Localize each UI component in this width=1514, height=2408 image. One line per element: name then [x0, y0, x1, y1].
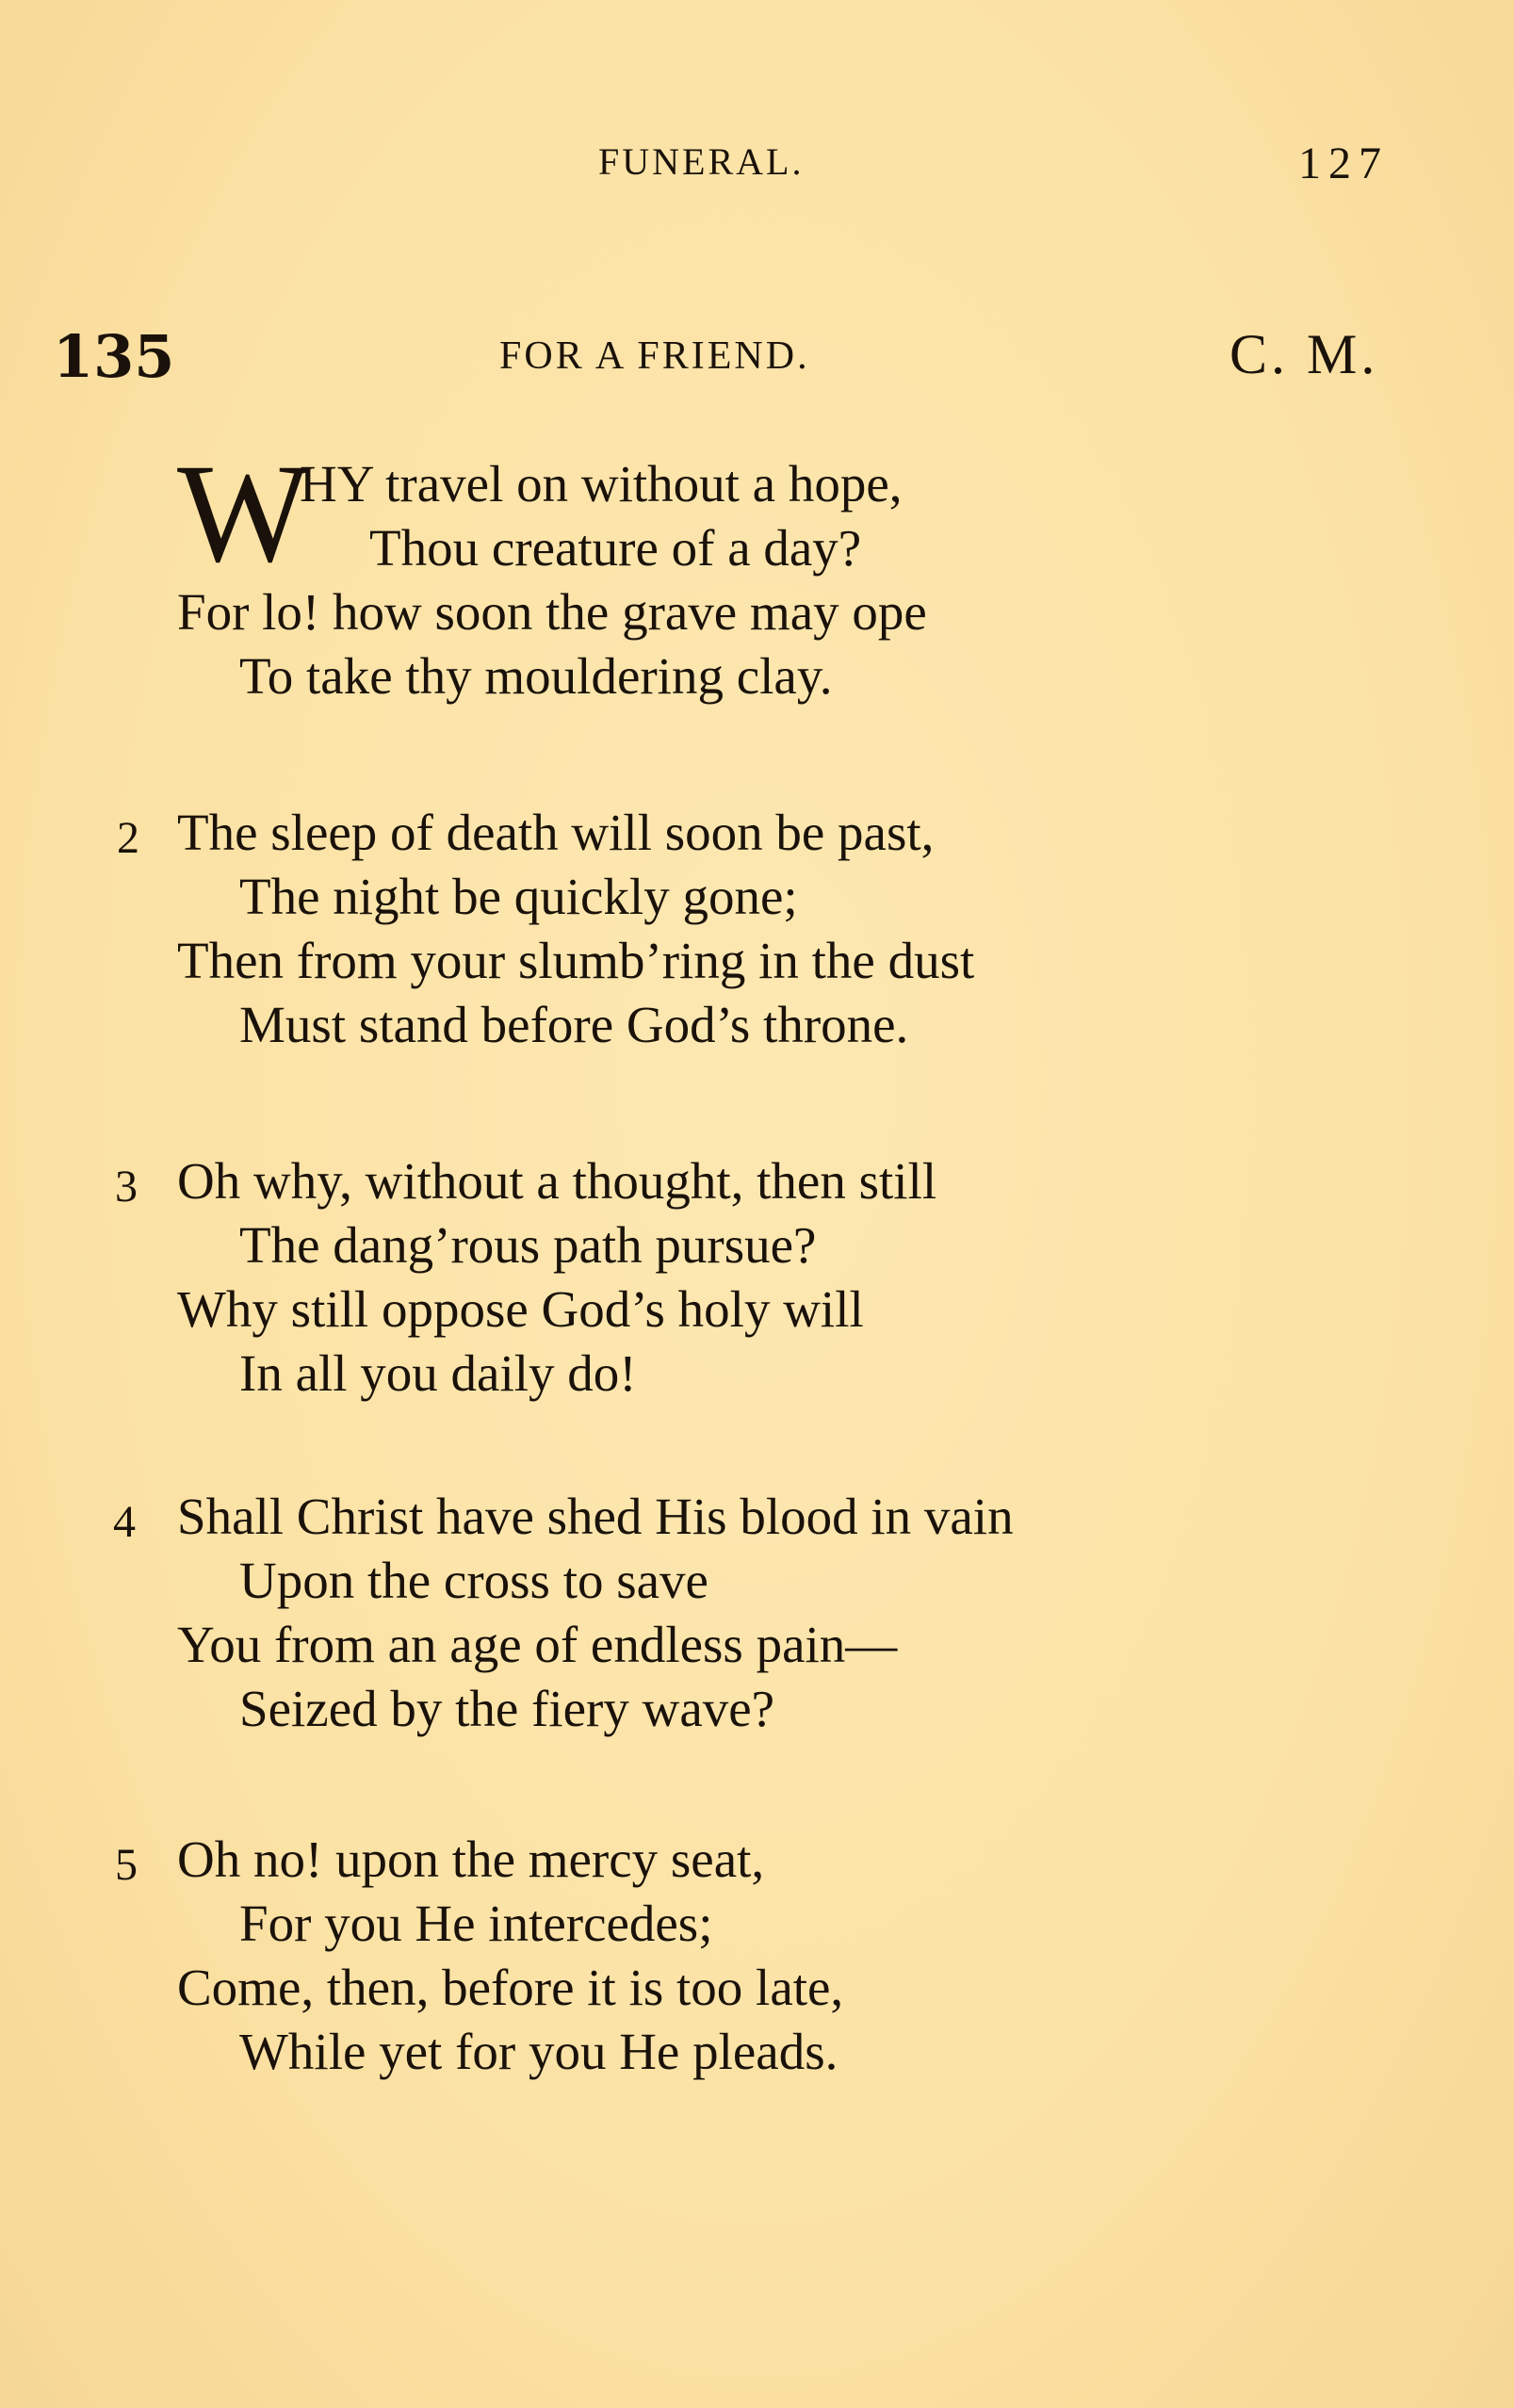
- verse-line: Shall Christ have shed His blood in vain: [177, 1488, 1014, 1545]
- verse-line: Then from your slumb’ring in the dust: [177, 932, 975, 989]
- hymn-meter: C. M.: [1229, 323, 1379, 385]
- verse-number: 5: [115, 1840, 138, 1890]
- page-number: 127: [1298, 138, 1389, 188]
- verse-line: The night be quickly gone;: [239, 868, 798, 925]
- verse-line: For lo! how soon the grave may ope: [177, 583, 927, 641]
- drop-cap: W: [177, 435, 311, 592]
- verse-line: While yet for you He pleads.: [239, 2023, 838, 2080]
- verse-line: Thou creature of a day?: [369, 519, 862, 577]
- verse-line: HY travel on without a hope,: [300, 455, 903, 513]
- verse-line: Upon the cross to save: [239, 1552, 708, 1609]
- verse-line: Oh no! upon the mercy seat,: [177, 1830, 765, 1888]
- hymn-title: FOR A FRIEND.: [499, 334, 810, 378]
- running-head: [0, 139, 1514, 187]
- verse-line: Must stand before God’s throne.: [239, 996, 909, 1053]
- verse-line: Why still oppose God’s holy will: [177, 1280, 864, 1338]
- section-title: FUNERAL.: [598, 140, 805, 183]
- verse-number: 4: [113, 1497, 136, 1547]
- hymn-heading: [0, 322, 1514, 391]
- verse-line: In all you daily do!: [239, 1344, 637, 1402]
- verse-number: 3: [115, 1162, 138, 1212]
- verse-line: Oh why, without a thought, then still: [177, 1152, 937, 1210]
- hymn-number: 135: [53, 322, 175, 391]
- verse-line: Seized by the fiery wave?: [239, 1680, 775, 1737]
- verse-line: The dang’rous path pursue?: [239, 1216, 817, 1274]
- verse-line: Come, then, before it is too late,: [177, 1959, 844, 2016]
- verse-line: You from an age of endless pain—: [177, 1616, 898, 1673]
- verse-line: The sleep of death will soon be past,: [177, 804, 935, 861]
- verse-line: To take thy mouldering clay.: [239, 647, 833, 705]
- verse-line: For you He intercedes;: [239, 1895, 713, 1952]
- verse-number: 2: [117, 813, 139, 863]
